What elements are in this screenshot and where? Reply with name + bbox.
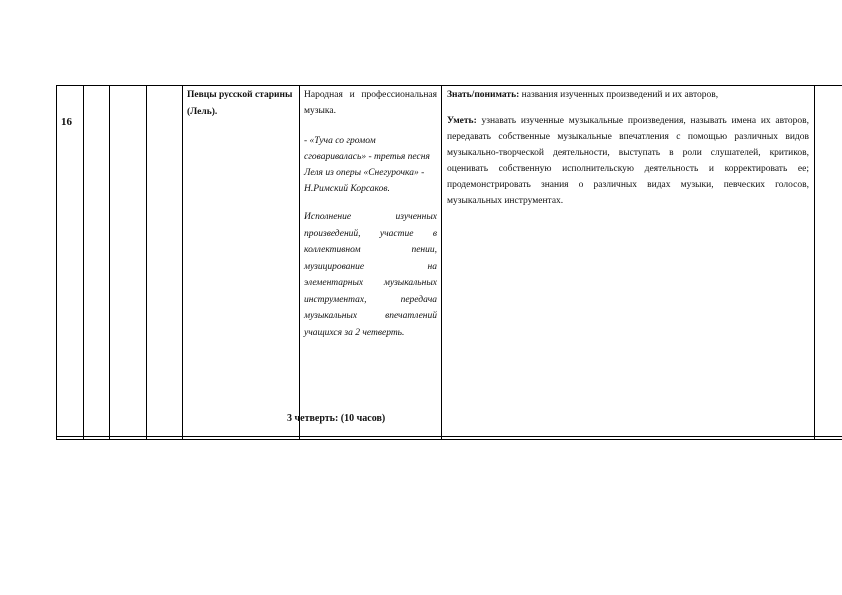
- requirement-know: [447, 87, 809, 103]
- quarter-heading: 3 четверть: (10 часов): [287, 413, 386, 424]
- requirement-can: [447, 113, 809, 209]
- can-label: Уметь:: [447, 116, 477, 126]
- content-activity: Исполнение изученных произведений, участие в коллективном пении, музицирование на элементарных музыкальных инструментах, передача музыкальных впечатлений учащихся за 2 четверть.: [304, 212, 437, 338]
- lesson-number: 16: [57, 86, 84, 440]
- lesson-plan-table: [56, 85, 842, 440]
- know-text: названия изученных произведений и их авторов,: [519, 90, 719, 100]
- content-song: - «Туча со громом сговаривалась» - третья песня Леля из оперы «Снегурочка» - Н.Римский Корсаков.: [304, 136, 430, 194]
- content-intro: Народная и профессиональная музыка.: [304, 90, 437, 116]
- can-text: узнавать изученные музыкальные произведения, называть имена их авторов, передавать собственные музыкальные впечатления с помощью различных видов музыкально-творческой деятельности, выступать в роли слушателей, критиков, оценивать собственную исполнительскую деятельность и корректировать ее; продемонстрировать знания о различных видах музыки, певческих голосов, музыкальных инструментах.: [447, 116, 809, 206]
- lesson-requirements: [442, 86, 815, 440]
- quarter-heading-row: [56, 409, 842, 437]
- table-row: [57, 86, 842, 440]
- date-cell: [84, 86, 110, 440]
- lesson-topic: Певцы русской старины (Лель).: [183, 86, 300, 440]
- date-cell: [110, 86, 147, 440]
- date-cell: [147, 86, 183, 440]
- lesson-content: [300, 86, 442, 440]
- know-label: Знать/понимать:: [447, 90, 520, 100]
- notes-cell: [815, 86, 842, 440]
